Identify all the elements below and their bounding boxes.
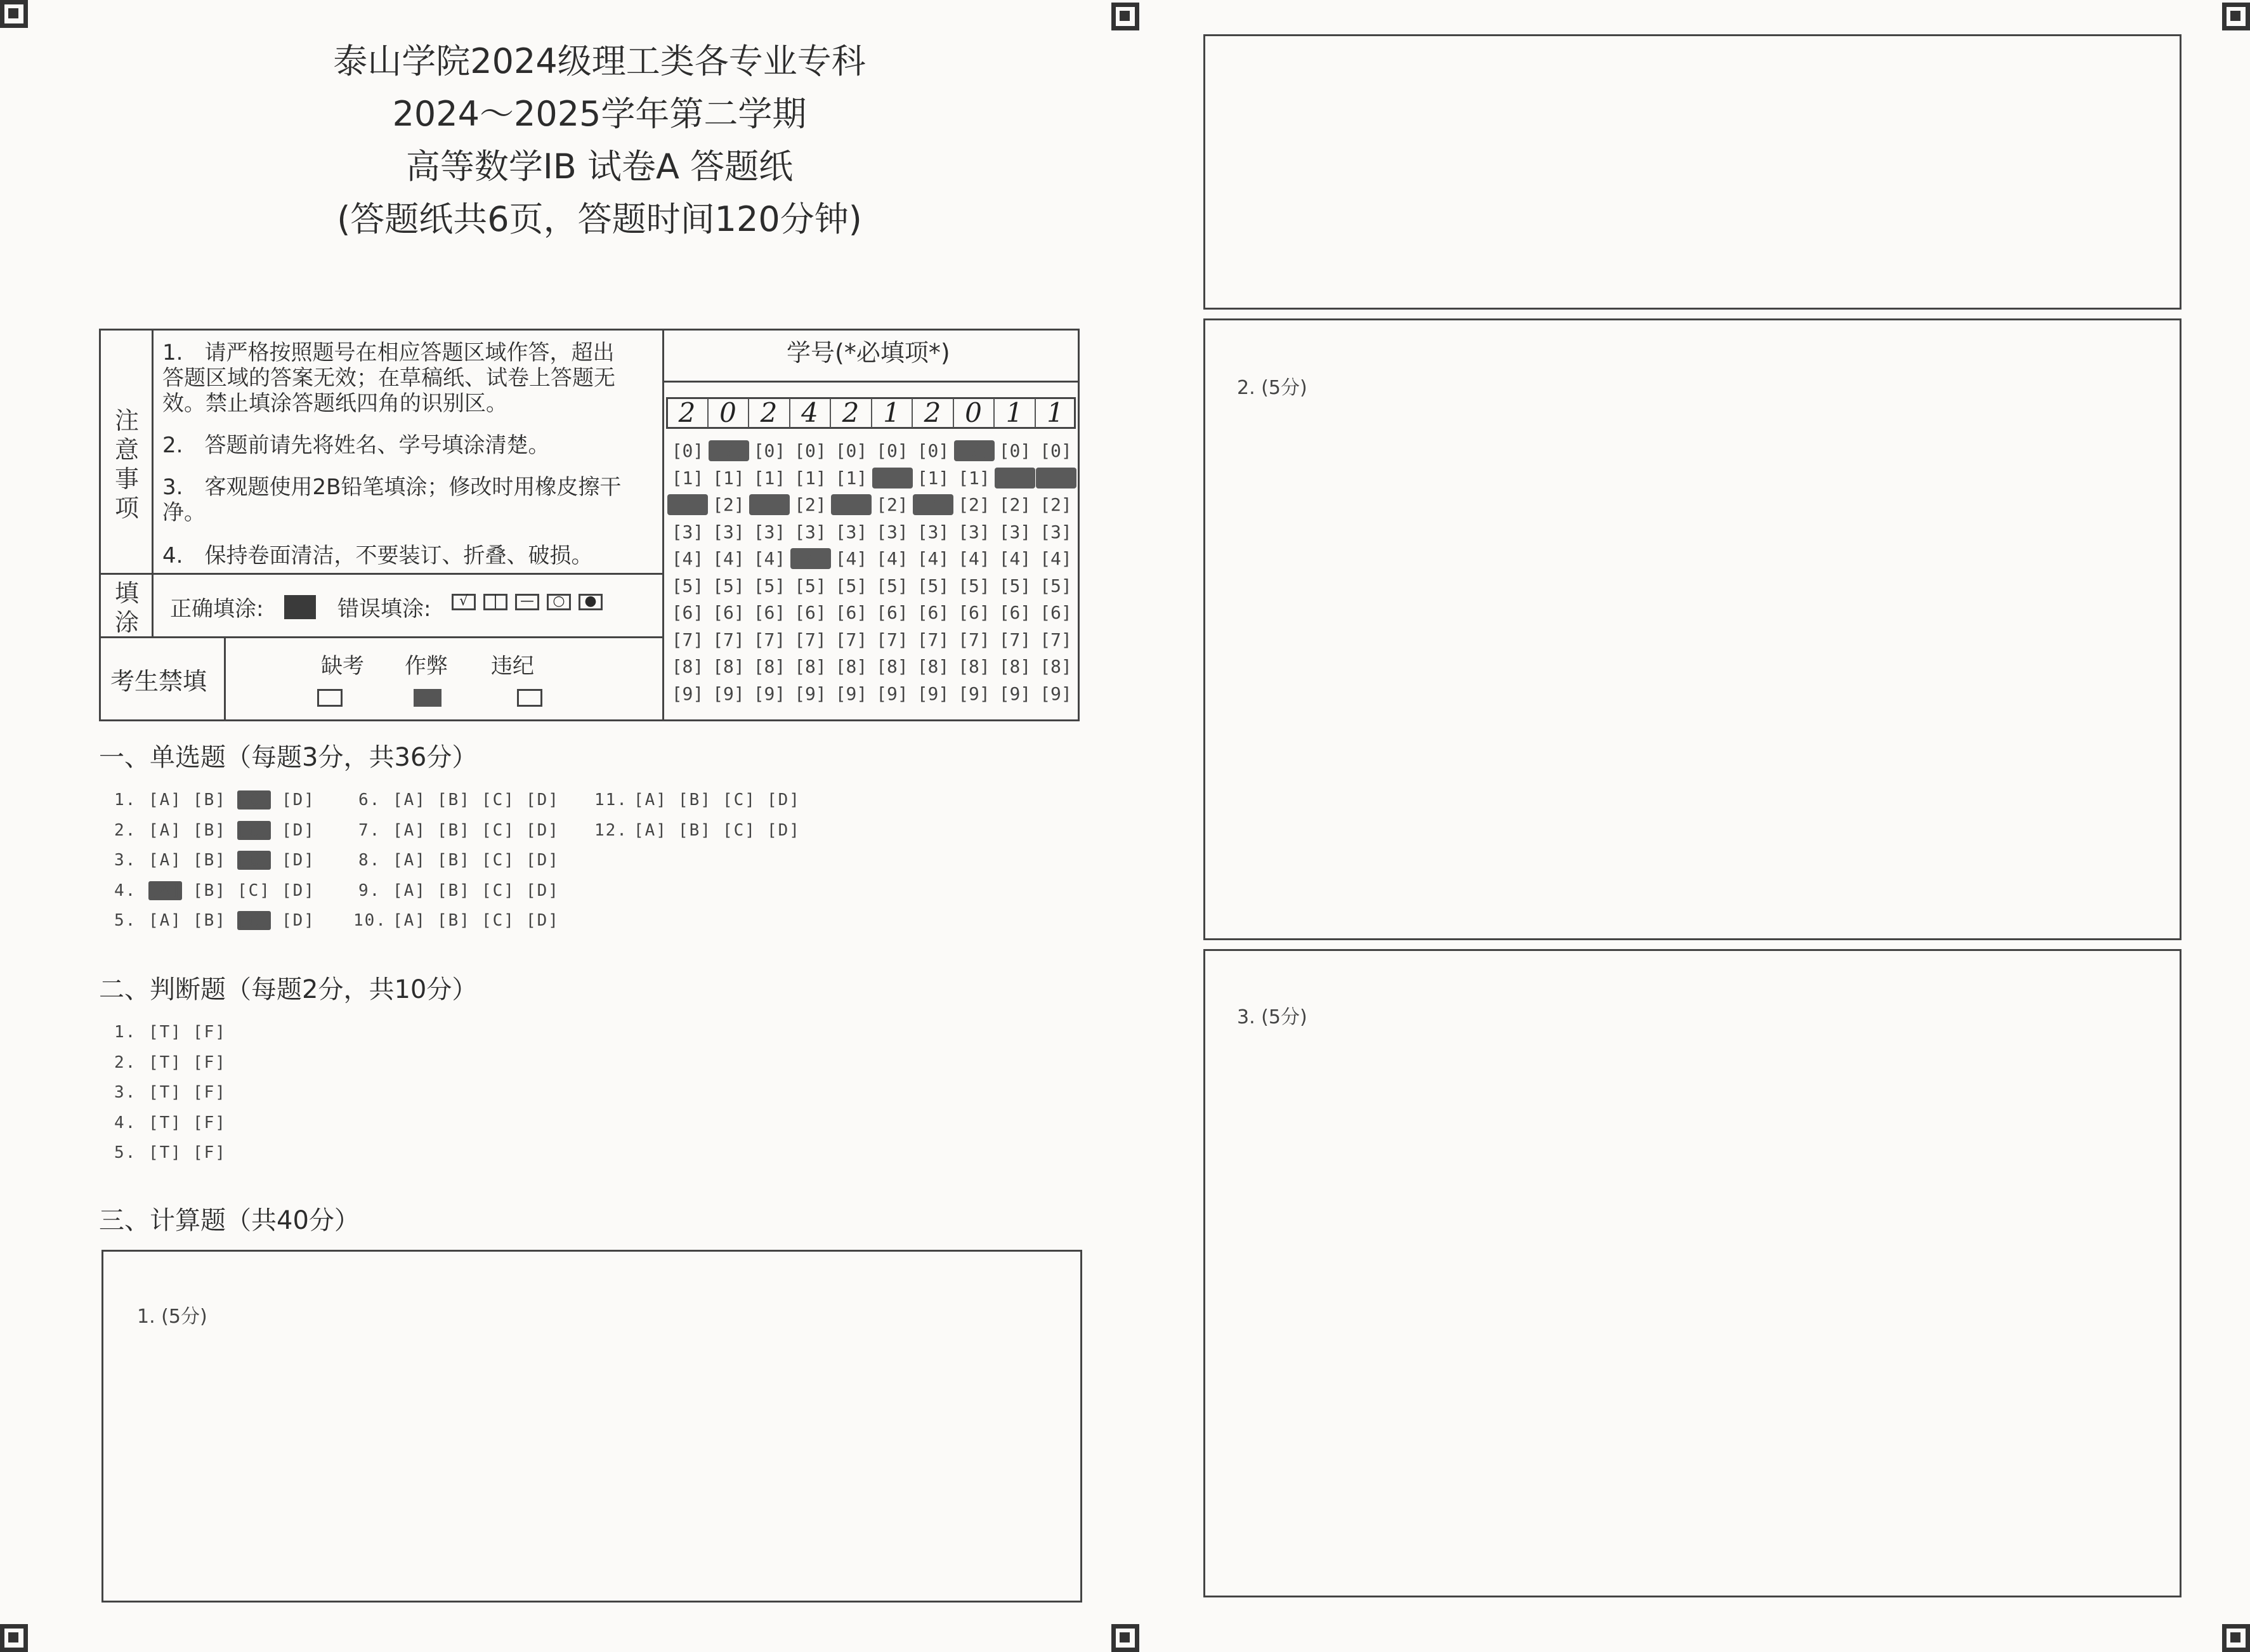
judge-q1-option-T[interactable]: [T] (148, 1023, 182, 1042)
id-bubble-col10-digit0[interactable]: [0] (1040, 440, 1072, 461)
wrong-mark-dot: ● (579, 594, 603, 610)
id-bubble-col3-digit7[interactable]: [7] (753, 629, 786, 650)
id-bubble-col9-digit4[interactable]: [4] (998, 548, 1031, 569)
notice-item-3: 3. 客观题使用2B铅笔填涂；修改时用橡皮擦干净。 (162, 475, 622, 525)
id-bubble-col7-digit0[interactable]: [0] (917, 440, 950, 461)
judge-q2-option-F[interactable]: [F] (193, 1052, 226, 1072)
single-choice-q8-option-D[interactable]: [D] (526, 851, 559, 870)
corner-marker-bottom-right (2222, 1624, 2250, 1652)
id-bubble-col2-digit3[interactable]: [3] (712, 521, 745, 542)
id-column-separator (748, 398, 749, 428)
single-choice-q12-number: 12. (594, 820, 628, 840)
id-bubble-col4-digit3[interactable]: [3] (794, 521, 827, 542)
id-bubble-col7-digit8[interactable]: [8] (917, 656, 950, 677)
student-id-title-divider (662, 381, 1080, 383)
id-bubble-col6-digit5[interactable]: [5] (876, 575, 908, 596)
wrong-mark-check: √ (452, 594, 476, 610)
id-bubble-col7-digit4[interactable]: [4] (917, 548, 950, 569)
id-bubble-col8-digit9[interactable]: [9] (958, 683, 990, 704)
id-bubble-col2-digit4[interactable]: [4] (712, 548, 745, 569)
id-bubble-col3-digit0[interactable]: [0] (753, 440, 786, 461)
wrong-fill-samples (448, 594, 606, 610)
judge-q3-option-T[interactable]: [T] (148, 1083, 182, 1102)
id-bubble-col3-digit6[interactable]: [6] (753, 602, 786, 623)
id-bubble-col1-digit6[interactable]: [6] (671, 602, 704, 623)
id-bubble-col10-digit3[interactable]: [3] (1040, 521, 1072, 542)
id-column-separator (830, 398, 831, 428)
single-choice-q3-option-B[interactable]: [B] (193, 851, 226, 870)
id-bubble-col7-digit1[interactable]: [1] (917, 467, 950, 488)
answer-box-q2[interactable] (1203, 318, 2181, 940)
single-choice-q12-option-D[interactable]: [D] (767, 820, 801, 840)
id-bubble-col8-digit3[interactable]: [3] (958, 521, 990, 542)
corner-marker-bottom-left (0, 1624, 28, 1652)
single-choice-q5-option-C[interactable]: [C] (237, 911, 271, 930)
single-choice-q7-number: 7. (358, 820, 381, 840)
id-bubble-col5-digit5[interactable]: [5] (835, 575, 868, 596)
id-bubble-col1-digit9[interactable]: [9] (671, 683, 704, 704)
single-choice-q1-number: 1. (114, 790, 137, 810)
single-choice-q12-option-A[interactable]: [A] (634, 820, 667, 840)
wrong-mark-bar: | (483, 594, 507, 610)
handwritten-digit-1: 2 (678, 397, 696, 428)
single-choice-q9-option-B[interactable]: [B] (437, 881, 471, 900)
id-column-separator (1035, 398, 1036, 428)
id-bubble-col10-digit5[interactable]: [5] (1040, 575, 1072, 596)
id-bubble-col10-digit9[interactable]: [9] (1040, 683, 1072, 704)
single-choice-q2-number: 2. (114, 820, 137, 840)
status-absent-box[interactable] (317, 689, 343, 707)
section2-title: 二、判断题（每题2分，共10分） (99, 975, 478, 1004)
single-choice-q4-option-A[interactable]: [A] (148, 881, 182, 900)
single-choice-q4-option-D[interactable]: [D] (282, 881, 315, 900)
id-bubble-col4-digit0[interactable]: [0] (794, 440, 827, 461)
single-choice-q7-option-C[interactable]: [C] (481, 820, 515, 840)
single-choice-q10-option-A[interactable]: [A] (393, 911, 426, 930)
id-bubble-col1-digit4[interactable]: [4] (671, 548, 704, 569)
fill-wrong-label: 错误填涂: (337, 596, 431, 622)
id-bubble-col4-digit9[interactable]: [9] (794, 683, 827, 704)
single-choice-q3-option-D[interactable]: [D] (282, 851, 315, 870)
single-choice-q6-option-C[interactable]: [C] (481, 790, 515, 810)
id-bubble-col8-digit2[interactable]: [2] (958, 494, 990, 515)
id-column-separator (993, 398, 995, 428)
id-bubble-col8-digit0[interactable]: [0] (954, 440, 995, 461)
id-bubble-col5-digit2[interactable]: [2] (831, 494, 872, 515)
question-2-label: 2. (5分) (1237, 377, 1307, 399)
exam-status-cell (224, 636, 664, 721)
id-bubble-col9-digit8[interactable]: [8] (998, 656, 1031, 677)
handwritten-digit-5: 2 (842, 397, 860, 428)
status-cheat-label: 作弊 (405, 653, 448, 679)
id-bubble-col4-digit1[interactable]: [1] (794, 467, 827, 488)
judge-q1-option-F[interactable]: [F] (193, 1023, 226, 1042)
id-bubble-col2-digit2[interactable]: [2] (712, 494, 745, 515)
id-bubble-col6-digit1[interactable]: [1] (872, 468, 913, 488)
judge-q3-option-F[interactable]: [F] (193, 1083, 226, 1102)
id-bubble-col9-digit9[interactable]: [9] (998, 683, 1031, 704)
id-bubble-col9-digit5[interactable]: [5] (998, 575, 1031, 596)
id-bubble-col3-digit4[interactable]: [4] (753, 548, 786, 569)
id-bubble-col3-digit2[interactable]: [2] (749, 494, 790, 515)
id-bubble-col4-digit8[interactable]: [8] (794, 656, 827, 677)
id-bubble-col2-digit1[interactable]: [1] (712, 467, 745, 488)
single-choice-q8-number: 8. (358, 851, 381, 870)
corner-marker-top-left (0, 0, 28, 28)
id-bubble-col7-digit3[interactable]: [3] (917, 521, 950, 542)
id-column-separator (789, 398, 790, 428)
notice-item-2: 2. 答题前请先将姓名、学号填涂清楚。 (162, 433, 550, 458)
judge-q3-number: 3. (114, 1083, 137, 1102)
id-bubble-col2-digit6[interactable]: [6] (712, 602, 745, 623)
single-choice-q2-option-D[interactable]: [D] (282, 820, 315, 840)
single-choice-q9-number: 9. (358, 881, 381, 900)
status-cheat-box[interactable] (414, 689, 441, 707)
judge-q4-option-T[interactable]: [T] (148, 1113, 182, 1132)
id-bubble-col2-digit9[interactable]: [9] (712, 683, 745, 704)
single-choice-q3-option-C[interactable]: [C] (237, 851, 271, 870)
id-bubble-col2-digit0[interactable]: [0] (709, 440, 749, 461)
id-bubble-col7-digit7[interactable]: [7] (917, 629, 950, 650)
single-choice-q4-number: 4. (114, 881, 137, 900)
id-bubble-col9-digit0[interactable]: [0] (998, 440, 1031, 461)
handwritten-digit-2: 0 (719, 397, 736, 428)
id-bubble-col3-digit5[interactable]: [5] (753, 575, 786, 596)
id-bubble-col5-digit7[interactable]: [7] (835, 629, 868, 650)
id-bubble-col10-digit8[interactable]: [8] (1040, 656, 1072, 677)
id-bubble-col4-digit4[interactable]: [4] (790, 548, 831, 569)
id-bubble-col9-digit1[interactable]: [1] (995, 468, 1035, 488)
single-choice-q4-option-B[interactable]: [B] (193, 881, 226, 900)
id-bubble-col1-digit5[interactable]: [5] (671, 575, 704, 596)
handwritten-digit-9: 1 (1005, 397, 1023, 428)
single-choice-q3-number: 3. (114, 851, 137, 870)
id-bubble-col3-digit8[interactable]: [8] (753, 656, 786, 677)
fill-label: 填 涂 (114, 579, 139, 636)
single-choice-q7-option-A[interactable]: [A] (393, 820, 426, 840)
answer-box-q1[interactable] (101, 1250, 1082, 1603)
id-bubble-col7-digit2[interactable]: [2] (913, 494, 953, 515)
status-violation-box[interactable] (517, 689, 542, 707)
handwritten-digit-4: 4 (801, 397, 818, 428)
id-bubble-col6-digit0[interactable]: [0] (876, 440, 908, 461)
id-bubble-col8-digit6[interactable]: [6] (958, 602, 990, 623)
id-column-separator (912, 398, 913, 428)
single-choice-q7-option-D[interactable]: [D] (526, 820, 559, 840)
wrong-mark-dash: — (515, 594, 539, 610)
id-bubble-col1-digit8[interactable]: [8] (671, 656, 704, 677)
id-bubble-col3-digit3[interactable]: [3] (753, 521, 786, 542)
id-bubble-col5-digit8[interactable]: [8] (835, 656, 868, 677)
single-choice-q10-option-C[interactable]: [C] (481, 911, 515, 930)
single-choice-q1-option-D[interactable]: [D] (282, 790, 315, 810)
id-bubble-col10-digit6[interactable]: [6] (1040, 602, 1072, 623)
student-id-title: 学号(*必填项*) (787, 339, 950, 367)
single-choice-q11-option-B[interactable]: [B] (678, 790, 712, 810)
id-bubble-col9-digit7[interactable]: [7] (998, 629, 1031, 650)
id-bubble-col2-digit5[interactable]: [5] (712, 575, 745, 596)
id-bubble-col2-digit7[interactable]: [7] (712, 629, 745, 650)
single-choice-q10-number: 10. (353, 911, 387, 930)
id-bubble-col1-digit0[interactable]: [0] (671, 440, 704, 461)
single-choice-q2-option-B[interactable]: [B] (193, 820, 226, 840)
single-choice-q10-option-B[interactable]: [B] (437, 911, 471, 930)
notice-item-4: 4. 保持卷面清洁，不要装订、折叠、破损。 (162, 543, 593, 568)
id-bubble-col8-digit7[interactable]: [7] (958, 629, 990, 650)
single-choice-q5-option-D[interactable]: [D] (282, 911, 315, 930)
single-choice-q1-option-C[interactable]: [C] (237, 790, 271, 810)
single-choice-q2-option-A[interactable]: [A] (148, 820, 182, 840)
id-bubble-col4-digit5[interactable]: [5] (794, 575, 827, 596)
single-choice-q11-option-C[interactable]: [C] (723, 790, 756, 810)
id-bubble-col10-digit4[interactable]: [4] (1040, 548, 1072, 569)
title-line-1: 泰山学院2024级理工类各专业专科 (333, 41, 866, 81)
judge-q5-number: 5. (114, 1143, 137, 1162)
id-bubble-col1-digit3[interactable]: [3] (671, 521, 704, 542)
id-bubble-col1-digit7[interactable]: [7] (671, 629, 704, 650)
judge-q2-option-T[interactable]: [T] (148, 1052, 182, 1072)
id-bubble-col1-digit1[interactable]: [1] (671, 467, 704, 488)
single-choice-q1-option-A[interactable]: [A] (148, 790, 182, 810)
id-bubble-col8-digit4[interactable]: [4] (958, 548, 990, 569)
id-bubble-col5-digit0[interactable]: [0] (835, 440, 868, 461)
id-bubble-col5-digit3[interactable]: [3] (835, 521, 868, 542)
id-bubble-col9-digit2[interactable]: [2] (998, 494, 1031, 515)
id-bubble-col10-digit2[interactable]: [2] (1040, 494, 1072, 515)
single-choice-q5-option-B[interactable]: [B] (193, 911, 226, 930)
single-choice-q6-option-A[interactable]: [A] (393, 790, 426, 810)
id-bubble-col7-digit6[interactable]: [6] (917, 602, 950, 623)
handwritten-digit-6: 1 (883, 397, 900, 428)
id-bubble-col3-digit1[interactable]: [1] (753, 467, 786, 488)
judge-q5-option-T[interactable]: [T] (148, 1143, 182, 1162)
single-choice-q7-option-B[interactable]: [B] (437, 820, 471, 840)
id-column-separator (707, 398, 709, 428)
title-line-4: (答题纸共6页，答题时间120分钟) (337, 199, 862, 239)
judge-q4-option-F[interactable]: [F] (193, 1113, 226, 1132)
id-bubble-col6-digit6[interactable]: [6] (876, 602, 908, 623)
notice-label: 注 意 事 项 (114, 407, 139, 522)
wrong-mark-circle: ○ (547, 594, 571, 610)
id-bubble-col4-digit2[interactable]: [2] (794, 494, 827, 515)
fill-correct-label: 正确填涂: (170, 596, 264, 622)
id-bubble-col6-digit2[interactable]: [2] (876, 494, 908, 515)
handwritten-digit-10: 1 (1047, 397, 1064, 428)
single-choice-q9-option-D[interactable]: [D] (526, 881, 559, 900)
id-bubble-col9-digit3[interactable]: [3] (998, 521, 1031, 542)
single-choice-q5-number: 5. (114, 911, 137, 930)
id-bubble-col5-digit1[interactable]: [1] (835, 467, 868, 488)
id-bubble-col4-digit6[interactable]: [6] (794, 602, 827, 623)
id-bubble-col6-digit4[interactable]: [4] (876, 548, 908, 569)
id-bubble-col9-digit6[interactable]: [6] (998, 602, 1031, 623)
answer-box-continued[interactable] (1203, 34, 2181, 310)
question-3-label: 3. (5分) (1237, 1006, 1307, 1028)
single-choice-q6-number: 6. (358, 790, 381, 810)
id-bubble-col8-digit5[interactable]: [5] (958, 575, 990, 596)
id-bubble-col7-digit9[interactable]: [9] (917, 683, 950, 704)
single-choice-q8-option-A[interactable]: [A] (393, 851, 426, 870)
id-bubble-col1-digit2[interactable]: [2] (667, 494, 708, 515)
id-bubble-col2-digit8[interactable]: [8] (712, 656, 745, 677)
id-bubble-col10-digit7[interactable]: [7] (1040, 629, 1072, 650)
single-choice-q6-option-B[interactable]: [B] (437, 790, 471, 810)
id-bubble-col5-digit9[interactable]: [9] (835, 683, 868, 704)
single-choice-q2-option-C[interactable]: [C] (237, 820, 271, 840)
status-violation-label: 违纪 (491, 653, 534, 679)
judge-q2-number: 2. (114, 1052, 137, 1072)
single-choice-q6-option-D[interactable]: [D] (526, 790, 559, 810)
judge-q5-option-F[interactable]: [F] (193, 1143, 226, 1162)
id-bubble-col3-digit9[interactable]: [9] (753, 683, 786, 704)
notice-item-1: 1. 请严格按照题号在相应答题区域作答，超出答题区域的答案无效；在草稿纸、试卷上答题无效。禁止填涂答题纸四角的识别区。 (162, 340, 615, 416)
corner-marker-top-right (2222, 3, 2250, 30)
handwritten-digit-8: 0 (965, 397, 982, 428)
section1-title: 一、单选题（每题3分，共36分） (99, 743, 478, 772)
single-choice-q12-option-B[interactable]: [B] (678, 820, 712, 840)
single-choice-q4-option-C[interactable]: [C] (237, 881, 271, 900)
single-choice-q10-option-D[interactable]: [D] (526, 911, 559, 930)
corner-marker-top-middle (1111, 3, 1139, 30)
section3-title: 三、计算题（共40分） (99, 1206, 360, 1235)
id-bubble-col6-digit7[interactable]: [7] (876, 629, 908, 650)
id-column-separator (953, 398, 954, 428)
judge-q1-number: 1. (114, 1023, 137, 1042)
id-bubble-col6-digit8[interactable]: [8] (876, 656, 908, 677)
id-bubble-col7-digit5[interactable]: [5] (917, 575, 950, 596)
single-choice-q11-number: 11. (594, 790, 628, 810)
single-choice-q1-option-B[interactable]: [B] (193, 790, 226, 810)
single-choice-q9-option-A[interactable]: [A] (393, 881, 426, 900)
exam-status-label: 考生禁填 (110, 667, 207, 695)
id-column-separator (871, 398, 872, 428)
id-bubble-col8-digit1[interactable]: [1] (958, 467, 990, 488)
corner-marker-bottom-middle (1111, 1624, 1139, 1652)
single-choice-q5-option-A[interactable]: [A] (148, 911, 182, 930)
id-bubble-col6-digit9[interactable]: [9] (876, 683, 908, 704)
title-line-2: 2024～2025学年第二学期 (392, 94, 807, 134)
id-bubble-col10-digit1[interactable]: [1] (1036, 468, 1076, 488)
handwritten-digit-7: 2 (924, 397, 941, 428)
id-bubble-col5-digit4[interactable]: [4] (835, 548, 868, 569)
single-choice-q11-option-A[interactable]: [A] (634, 790, 667, 810)
title-line-3: 高等数学IB 试卷A 答题纸 (405, 147, 794, 187)
answer-box-q3[interactable] (1203, 949, 2181, 1597)
judge-q4-number: 4. (114, 1113, 137, 1132)
single-choice-q12-option-C[interactable]: [C] (723, 820, 756, 840)
id-bubble-col8-digit8[interactable]: [8] (958, 656, 990, 677)
id-bubble-col4-digit7[interactable]: [7] (794, 629, 827, 650)
handwritten-digit-3: 2 (760, 397, 778, 428)
single-choice-q9-option-C[interactable]: [C] (481, 881, 515, 900)
single-choice-q11-option-D[interactable]: [D] (767, 790, 801, 810)
single-choice-q3-option-A[interactable]: [A] (148, 851, 182, 870)
single-choice-q8-option-B[interactable]: [B] (437, 851, 471, 870)
id-bubble-col5-digit6[interactable]: [6] (835, 602, 868, 623)
id-bubble-col6-digit3[interactable]: [3] (876, 521, 908, 542)
question-1-label: 1. (5分) (137, 1306, 207, 1328)
single-choice-q8-option-C[interactable]: [C] (481, 851, 515, 870)
correct-fill-sample (284, 595, 316, 619)
status-absent-label: 缺考 (321, 653, 364, 679)
